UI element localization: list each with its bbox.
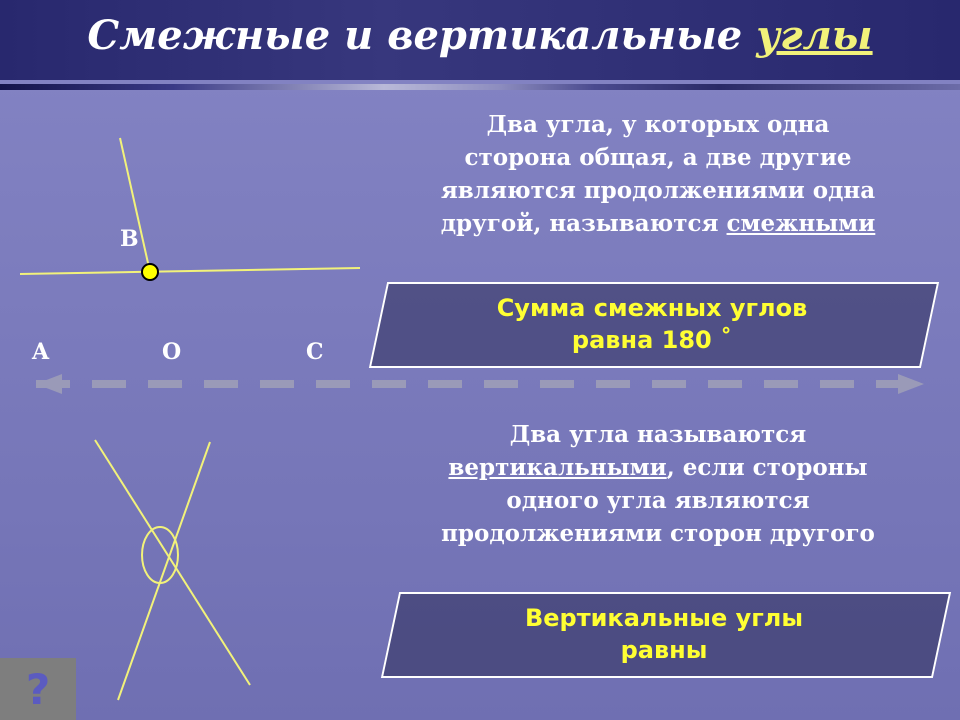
vertical-angles-definition (368, 418, 948, 550)
divider-arrow-icon (0, 372, 960, 396)
adjacent-angles-drawing (0, 96, 370, 296)
vertical-definition-line-2 (368, 451, 948, 484)
adjacent-angles-figure (0, 96, 370, 365)
adjacent-sum-callout-text (378, 292, 926, 356)
callout-line-2: равна 180 ˚ (571, 326, 733, 354)
callout-line-1: Сумма смежных углов (496, 294, 808, 322)
vertical-definition-line-3: одного угла являются (506, 487, 810, 514)
help-button[interactable] (0, 658, 76, 720)
vertical-definition-line-2-plain: , если стороны (666, 454, 868, 481)
adjacent-angles-definition (368, 108, 948, 240)
callout-line-1: Вертикальные углы (524, 604, 804, 632)
page-title (0, 12, 960, 59)
title-accent-text: углы (756, 12, 873, 59)
point-label-o: O (162, 339, 182, 365)
definition-term-adjacent: смежными (726, 210, 876, 237)
definition-line-4-plain: другой, называются (440, 210, 727, 237)
vertical-definition-line-4: продолжениями сторон другого (441, 520, 875, 547)
definition-line-3: являются продолжениями одна (440, 177, 876, 204)
title-underline-divider (0, 84, 960, 90)
section-divider-arrow (0, 372, 960, 396)
vertical-equal-callout-text (390, 602, 938, 666)
vertical-definition-line-1: Два угла называются (509, 421, 807, 448)
definition-line-4 (368, 207, 948, 240)
title-main-text: Смежные и вертикальные (87, 12, 757, 59)
point-label-c: C (306, 339, 324, 365)
definition-term-vertical: вертикальными (448, 454, 667, 481)
definition-line-1: Два угла, у которых одна (486, 111, 830, 138)
definition-line-2: сторона общая, а две другие (464, 144, 852, 171)
point-label-b: B (120, 226, 139, 252)
point-label-a: A (32, 339, 50, 365)
callout-line-2: равны (620, 636, 708, 664)
question-mark-icon: ? (25, 664, 51, 714)
title-bar (0, 0, 960, 80)
